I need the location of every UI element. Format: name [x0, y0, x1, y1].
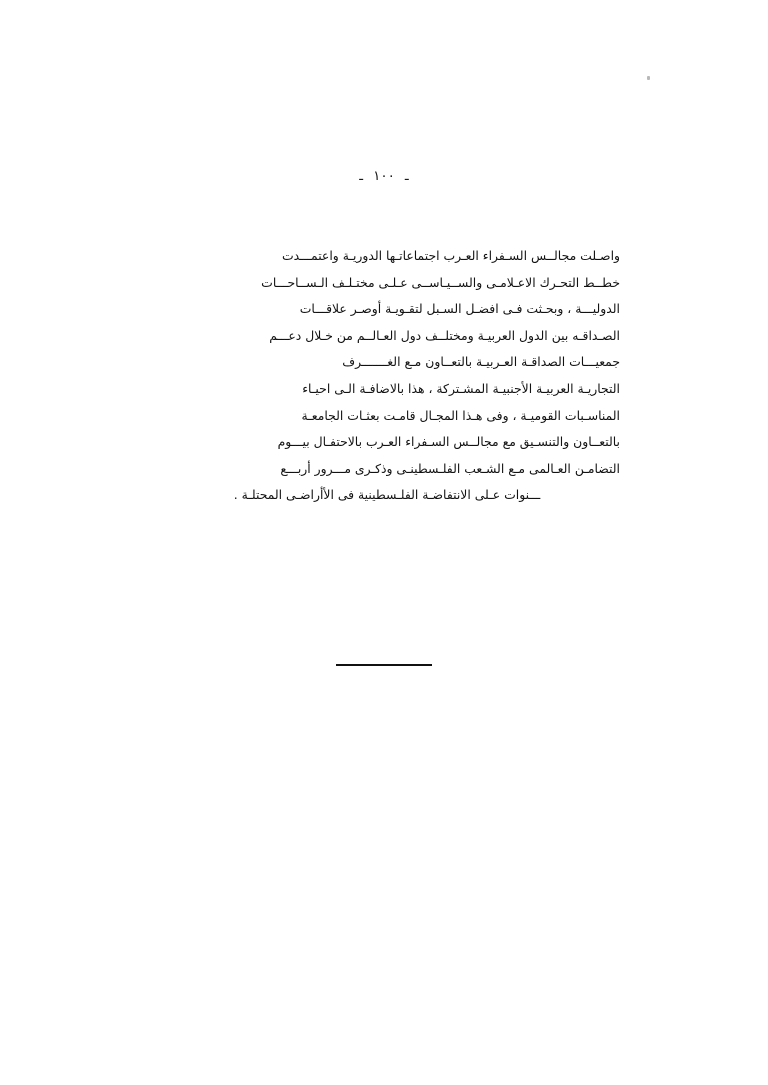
body-line: المناسـبات القوميـة ، وفى هـذا المجـال قامـت بعثـات الجامعـة — [301, 407, 620, 423]
page-number — [0, 168, 768, 184]
body-line: الصـداقـه بين الدول العربيـة ومختلــف دول العـالــم من خـلال دعـــم — [269, 327, 620, 343]
divider-bar — [336, 664, 432, 666]
body-line: التضامـن العـالمى مـع الشـعب الفلـسطينـى وذكـرى مـــرور أربـــع — [280, 460, 620, 476]
body-line: الدوليـــة ، وبحـثت فـى افضـل السـبل لتقـويـة أوصـر علاقـــات — [299, 301, 620, 317]
section-divider — [0, 664, 768, 666]
body-line: بالتعــاون والتنسـيق مع مجالــس السـفراء العـرب بالاحتفـال بيـــوم — [277, 434, 620, 450]
body-line: واصـلت مجالــس السـفراء العـرب اجتماعاتـها الدوريـة واعتمـــدت — [281, 248, 620, 263]
body-line: ـــنوات عـلى الانتفاضـة الفلـسطينية فى الأأراضـى المحتلـة . — [233, 487, 541, 503]
body-line: جمعيـــات الصداقـة العـربيـة بالتعــاون مـع الغـــــــرف — [342, 354, 620, 370]
body-line: خطــط التحـرك الاعـلامـى والســيـاســى عـلـى مختـلـف الـســاحـــات — [261, 274, 620, 290]
page-number-dash-right: ـ — [404, 169, 409, 184]
body-paragraph — [154, 243, 620, 509]
page-number-dash-left: ـ — [359, 169, 364, 184]
page-number-value: ١٠٠ — [373, 168, 395, 184]
body-line: التجاريـة العربيـة الأجنبيـة المشـتركة ، هذا بالاضافـة الـى احيـاء — [302, 380, 620, 396]
scan-artifact-speck — [647, 76, 650, 80]
